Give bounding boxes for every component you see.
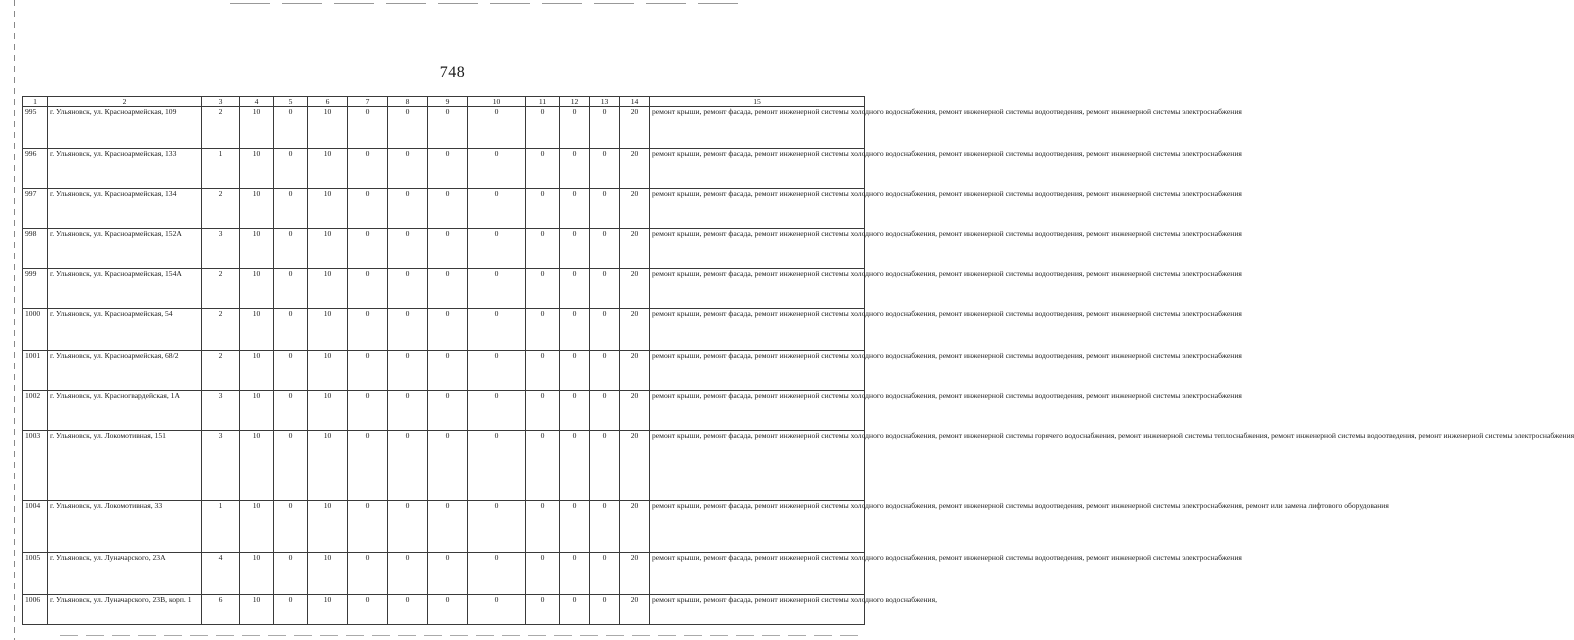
cell-col-7: 0 — [348, 229, 388, 269]
column-header-12: 12 — [560, 97, 590, 107]
cell-col-8: 0 — [388, 595, 428, 625]
cell-col-3: 6 — [202, 595, 240, 625]
cell-col-8: 0 — [388, 553, 428, 595]
row-number-cell: 1003 — [23, 431, 48, 501]
table-row — [23, 553, 865, 595]
work-types-cell: ремонт крыши, ремонт фасада, ремонт инженерной системы холодного водоснабжения, ремонт инженерной системы водоотведения, ремонт инженерной системы электроснабжения — [650, 189, 865, 229]
cell-col-12: 0 — [560, 501, 590, 553]
cell-col-9: 0 — [428, 229, 468, 269]
cell-col-14: 20 — [620, 229, 650, 269]
work-types-cell: ремонт крыши, ремонт фасада, ремонт инженерной системы холодного водоснабжения, ремонт инженерной системы водоотведения, ремонт инженерной системы электроснабжения — [650, 149, 865, 189]
cell-col-3: 2 — [202, 269, 240, 309]
work-types-cell: ремонт крыши, ремонт фасада, ремонт инженерной системы холодного водоснабжения, ремонт инженерной системы водоотведения, ремонт инженерной системы электроснабжения — [650, 391, 865, 431]
cell-col-8: 0 — [388, 391, 428, 431]
column-header-11: 11 — [526, 97, 560, 107]
cell-col-11: 0 — [526, 595, 560, 625]
address-cell: г. Ульяновск, ул. Красногвардейская, 1А — [48, 391, 202, 431]
table-row — [23, 269, 865, 309]
cell-col-7: 0 — [348, 149, 388, 189]
cell-col-13: 0 — [590, 351, 620, 391]
cell-col-4: 10 — [240, 501, 274, 553]
cell-col-6: 10 — [308, 501, 348, 553]
cell-col-5: 0 — [274, 501, 308, 553]
row-number-cell: 1000 — [23, 309, 48, 351]
cell-col-11: 0 — [526, 189, 560, 229]
cell-col-11: 0 — [526, 309, 560, 351]
cell-col-11: 0 — [526, 107, 560, 149]
table-row — [23, 431, 865, 501]
cell-col-6: 10 — [308, 351, 348, 391]
cell-col-12: 0 — [560, 309, 590, 351]
cell-col-9: 0 — [428, 309, 468, 351]
table-row — [23, 149, 865, 189]
cell-col-6: 10 — [308, 189, 348, 229]
cell-col-11: 0 — [526, 431, 560, 501]
cell-col-7: 0 — [348, 391, 388, 431]
cell-col-4: 10 — [240, 189, 274, 229]
cell-col-4: 10 — [240, 553, 274, 595]
table-row — [23, 189, 865, 229]
column-header-6: 6 — [308, 97, 348, 107]
cell-col-5: 0 — [274, 351, 308, 391]
cell-col-13: 0 — [590, 595, 620, 625]
cell-col-11: 0 — [526, 269, 560, 309]
cell-col-6: 10 — [308, 149, 348, 189]
cell-col-10: 0 — [468, 309, 526, 351]
work-types-cell: ремонт крыши, ремонт фасада, ремонт инженерной системы холодного водоснабжения, — [650, 595, 865, 625]
cell-col-10: 0 — [468, 431, 526, 501]
cell-col-5: 0 — [274, 595, 308, 625]
cell-col-13: 0 — [590, 269, 620, 309]
column-header-8: 8 — [388, 97, 428, 107]
row-number-cell: 1001 — [23, 351, 48, 391]
cell-col-10: 0 — [468, 269, 526, 309]
cell-col-11: 0 — [526, 391, 560, 431]
column-header-9: 9 — [428, 97, 468, 107]
address-cell: г. Ульяновск, ул. Красноармейская, 133 — [48, 149, 202, 189]
work-types-cell: ремонт крыши, ремонт фасада, ремонт инженерной системы холодного водоснабжения, ремонт инженерной системы водоотведения, ремонт инженерной системы электроснабжения — [650, 309, 865, 351]
cell-col-8: 0 — [388, 309, 428, 351]
column-header-2: 2 — [48, 97, 202, 107]
cell-col-3: 1 — [202, 149, 240, 189]
cell-col-3: 2 — [202, 107, 240, 149]
cell-col-10: 0 — [468, 189, 526, 229]
cell-col-6: 10 — [308, 553, 348, 595]
cell-col-11: 0 — [526, 149, 560, 189]
row-number-cell: 1006 — [23, 595, 48, 625]
table-row — [23, 351, 865, 391]
cell-col-13: 0 — [590, 553, 620, 595]
cell-col-11: 0 — [526, 501, 560, 553]
cell-col-4: 10 — [240, 391, 274, 431]
cell-col-8: 0 — [388, 189, 428, 229]
cell-col-4: 10 — [240, 595, 274, 625]
cell-col-10: 0 — [468, 351, 526, 391]
table-row — [23, 501, 865, 553]
column-header-10: 10 — [468, 97, 526, 107]
row-number-cell: 1004 — [23, 501, 48, 553]
cell-col-7: 0 — [348, 553, 388, 595]
table-header-row — [23, 97, 865, 107]
cell-col-5: 0 — [274, 553, 308, 595]
scan-margin-line — [14, 0, 15, 640]
table-row — [23, 391, 865, 431]
cell-col-9: 0 — [428, 189, 468, 229]
cell-col-13: 0 — [590, 431, 620, 501]
cell-col-6: 10 — [308, 431, 348, 501]
column-header-13: 13 — [590, 97, 620, 107]
cell-col-13: 0 — [590, 309, 620, 351]
cell-col-10: 0 — [468, 149, 526, 189]
cell-col-4: 10 — [240, 229, 274, 269]
cell-col-4: 10 — [240, 431, 274, 501]
cell-col-14: 20 — [620, 391, 650, 431]
scan-bottom-line — [60, 635, 860, 636]
cell-col-3: 3 — [202, 391, 240, 431]
cell-col-10: 0 — [468, 553, 526, 595]
address-cell: г. Ульяновск, ул. Локомотивная, 33 — [48, 501, 202, 553]
cell-col-3: 4 — [202, 553, 240, 595]
cell-col-7: 0 — [348, 107, 388, 149]
cell-col-9: 0 — [428, 501, 468, 553]
row-number-cell: 1005 — [23, 553, 48, 595]
column-header-7: 7 — [348, 97, 388, 107]
cell-col-5: 0 — [274, 107, 308, 149]
cell-col-7: 0 — [348, 351, 388, 391]
cell-col-5: 0 — [274, 189, 308, 229]
cell-col-6: 10 — [308, 391, 348, 431]
cell-col-9: 0 — [428, 269, 468, 309]
cell-col-3: 2 — [202, 189, 240, 229]
cell-col-4: 10 — [240, 351, 274, 391]
cell-col-12: 0 — [560, 595, 590, 625]
cell-col-8: 0 — [388, 229, 428, 269]
row-number-cell: 998 — [23, 229, 48, 269]
table-row — [23, 229, 865, 269]
cell-col-12: 0 — [560, 391, 590, 431]
cell-col-13: 0 — [590, 391, 620, 431]
column-header-4: 4 — [240, 97, 274, 107]
cell-col-12: 0 — [560, 553, 590, 595]
cell-col-6: 10 — [308, 229, 348, 269]
cell-col-12: 0 — [560, 431, 590, 501]
cell-col-8: 0 — [388, 431, 428, 501]
cell-col-12: 0 — [560, 107, 590, 149]
cell-col-7: 0 — [348, 189, 388, 229]
cell-col-14: 20 — [620, 309, 650, 351]
cell-col-14: 20 — [620, 431, 650, 501]
table-body — [23, 107, 1574, 625]
address-cell: г. Ульяновск, ул. Красноармейская, 154А — [48, 269, 202, 309]
cell-col-3: 2 — [202, 309, 240, 351]
cell-col-7: 0 — [348, 309, 388, 351]
work-types-cell: ремонт крыши, ремонт фасада, ремонт инженерной системы холодного водоснабжения, ремонт инженерной системы горячего водоснабжения, ремонт инженерной системы теплоснабжения, ремонт инженерной системы водоотведения, ремонт инженерной системы электроснабжения — [650, 431, 865, 501]
cell-col-4: 10 — [240, 107, 274, 149]
work-types-cell: ремонт крыши, ремонт фасада, ремонт инженерной системы холодного водоснабжения, ремонт инженерной системы водоотведения, ремонт инженерной системы электроснабжения, ремонт или замена лифтового оборудования — [650, 501, 865, 553]
cell-col-9: 0 — [428, 107, 468, 149]
cell-col-7: 0 — [348, 501, 388, 553]
cell-col-8: 0 — [388, 149, 428, 189]
address-cell: г. Ульяновск, ул. Красноармейская, 54 — [48, 309, 202, 351]
cell-col-9: 0 — [428, 595, 468, 625]
cell-col-8: 0 — [388, 501, 428, 553]
cell-col-7: 0 — [348, 431, 388, 501]
cell-col-5: 0 — [274, 229, 308, 269]
cell-col-13: 0 — [590, 229, 620, 269]
cell-col-13: 0 — [590, 501, 620, 553]
row-number-cell: 995 — [23, 107, 48, 149]
row-number-cell: 999 — [23, 269, 48, 309]
cell-col-9: 0 — [428, 391, 468, 431]
cell-col-9: 0 — [428, 351, 468, 391]
cell-col-6: 10 — [308, 595, 348, 625]
table-row — [23, 595, 865, 625]
cell-col-14: 20 — [620, 553, 650, 595]
table-row — [23, 107, 865, 149]
cell-col-11: 0 — [526, 553, 560, 595]
work-types-cell: ремонт крыши, ремонт фасада, ремонт инженерной системы холодного водоснабжения, ремонт инженерной системы водоотведения, ремонт инженерной системы электроснабжения — [650, 107, 865, 149]
column-header-14: 14 — [620, 97, 650, 107]
address-cell: г. Ульяновск, ул. Локомотивная, 151 — [48, 431, 202, 501]
address-cell: г. Ульяновск, ул. Красноармейская, 152А — [48, 229, 202, 269]
table-row — [23, 309, 865, 351]
column-header-1: 1 — [23, 97, 48, 107]
cell-col-11: 0 — [526, 229, 560, 269]
cell-col-10: 0 — [468, 391, 526, 431]
address-cell: г. Ульяновск, ул. Луначарского, 23А — [48, 553, 202, 595]
cell-col-5: 0 — [274, 309, 308, 351]
cell-col-3: 3 — [202, 229, 240, 269]
cell-col-9: 0 — [428, 553, 468, 595]
cell-col-5: 0 — [274, 431, 308, 501]
cell-col-10: 0 — [468, 595, 526, 625]
column-header-3: 3 — [202, 97, 240, 107]
work-types-cell: ремонт крыши, ремонт фасада, ремонт инженерной системы холодного водоснабжения, ремонт инженерной системы водоотведения, ремонт инженерной системы электроснабжения — [650, 553, 865, 595]
work-types-cell: ремонт крыши, ремонт фасада, ремонт инженерной системы холодного водоснабжения, ремонт инженерной системы водоотведения, ремонт инженерной системы электроснабжения — [650, 269, 865, 309]
cell-col-13: 0 — [590, 149, 620, 189]
cell-col-5: 0 — [274, 149, 308, 189]
cell-col-9: 0 — [428, 149, 468, 189]
scan-top-line — [230, 3, 750, 4]
repair-program-table — [22, 96, 1574, 625]
address-cell: г. Ульяновск, ул. Красноармейская, 134 — [48, 189, 202, 229]
row-number-cell: 996 — [23, 149, 48, 189]
cell-col-10: 0 — [468, 501, 526, 553]
cell-col-14: 20 — [620, 269, 650, 309]
cell-col-12: 0 — [560, 351, 590, 391]
cell-col-14: 20 — [620, 351, 650, 391]
cell-col-3: 2 — [202, 351, 240, 391]
cell-col-7: 0 — [348, 269, 388, 309]
cell-col-13: 0 — [590, 189, 620, 229]
cell-col-14: 20 — [620, 107, 650, 149]
cell-col-3: 1 — [202, 501, 240, 553]
cell-col-12: 0 — [560, 149, 590, 189]
column-header-5: 5 — [274, 97, 308, 107]
cell-col-9: 0 — [428, 431, 468, 501]
cell-col-14: 20 — [620, 501, 650, 553]
cell-col-10: 0 — [468, 229, 526, 269]
cell-col-6: 10 — [308, 309, 348, 351]
work-types-cell: ремонт крыши, ремонт фасада, ремонт инженерной системы холодного водоснабжения, ремонт инженерной системы водоотведения, ремонт инженерной системы электроснабжения — [650, 229, 865, 269]
row-number-cell: 997 — [23, 189, 48, 229]
cell-col-7: 0 — [348, 595, 388, 625]
page-number: 748 — [439, 64, 466, 81]
cell-col-11: 0 — [526, 351, 560, 391]
cell-col-4: 10 — [240, 149, 274, 189]
work-types-cell: ремонт крыши, ремонт фасада, ремонт инженерной системы холодного водоснабжения, ремонт инженерной системы водоотведения, ремонт инженерной системы электроснабжения — [650, 351, 865, 391]
cell-col-4: 10 — [240, 269, 274, 309]
cell-col-6: 10 — [308, 107, 348, 149]
cell-col-8: 0 — [388, 269, 428, 309]
cell-col-12: 0 — [560, 269, 590, 309]
cell-col-8: 0 — [388, 351, 428, 391]
cell-col-12: 0 — [560, 229, 590, 269]
cell-col-13: 0 — [590, 107, 620, 149]
cell-col-3: 3 — [202, 431, 240, 501]
cell-col-8: 0 — [388, 107, 428, 149]
cell-col-14: 20 — [620, 189, 650, 229]
column-header-15: 15 — [650, 97, 865, 107]
cell-col-10: 0 — [468, 107, 526, 149]
address-cell: г. Ульяновск, ул. Луначарского, 23В, корп. 1 — [48, 595, 202, 625]
cell-col-14: 20 — [620, 149, 650, 189]
row-number-cell: 1002 — [23, 391, 48, 431]
address-cell: г. Ульяновск, ул. Красноармейская, 68/2 — [48, 351, 202, 391]
cell-col-5: 0 — [274, 391, 308, 431]
cell-col-4: 10 — [240, 309, 274, 351]
cell-col-5: 0 — [274, 269, 308, 309]
cell-col-6: 10 — [308, 269, 348, 309]
cell-col-12: 0 — [560, 189, 590, 229]
address-cell: г. Ульяновск, ул. Красноармейская, 109 — [48, 107, 202, 149]
cell-col-14: 20 — [620, 595, 650, 625]
